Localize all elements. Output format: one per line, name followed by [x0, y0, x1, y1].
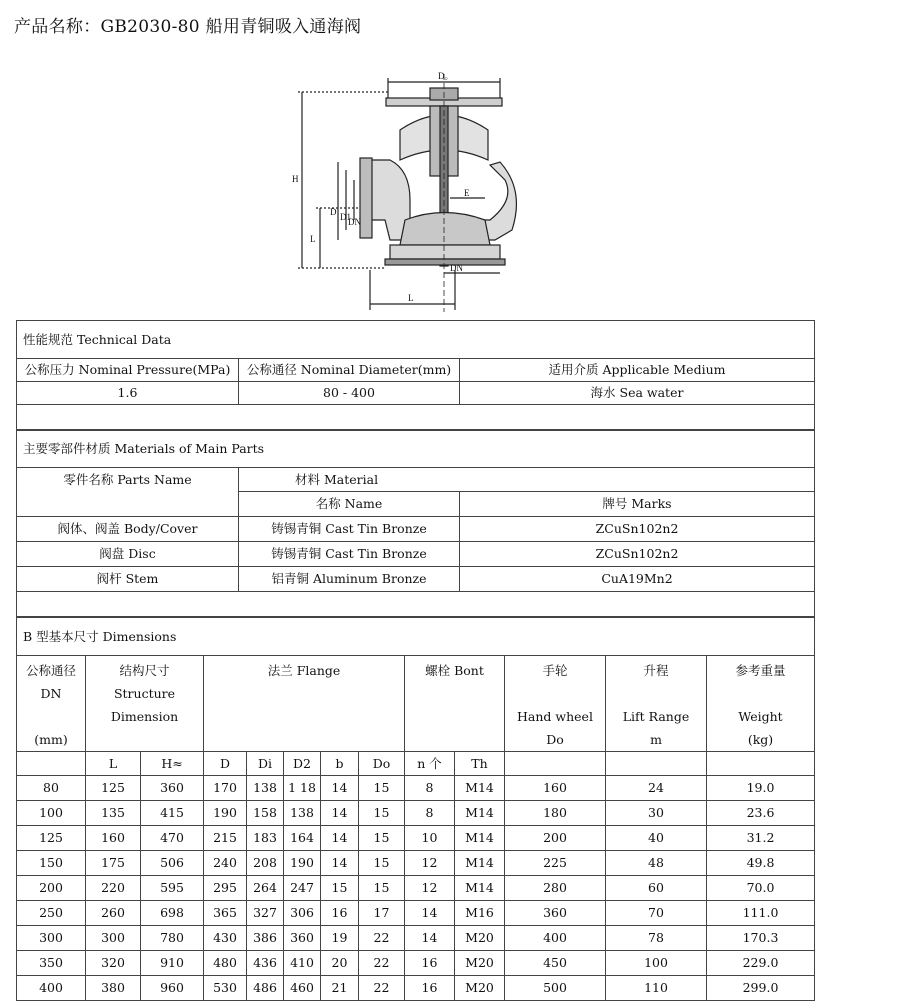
materials-heading: 主要零部件材质 Materials of Main Parts [17, 431, 815, 468]
cell-l: 260 [86, 901, 141, 926]
cell-weight: 299.0 [707, 976, 815, 1001]
cell-th: M20 [455, 951, 505, 976]
sub-header-h: H≈ [141, 752, 204, 776]
label-do: D。 [438, 71, 454, 81]
cell-l: 320 [86, 951, 141, 976]
cell-dn: 350 [17, 951, 86, 976]
label-dn: DN [450, 263, 463, 273]
table-row [17, 926, 815, 951]
cell-lift: 48 [606, 851, 707, 876]
cell-d: 215 [204, 826, 247, 851]
label-h: H [292, 174, 299, 184]
cell-d: 530 [204, 976, 247, 1001]
material-mark: ZCuSn102n2 [460, 542, 815, 567]
cell-handwheel: 500 [505, 976, 606, 1001]
cell-n: 14 [405, 901, 455, 926]
cell-l: 300 [86, 926, 141, 951]
cell-handwheel: 360 [505, 901, 606, 926]
cell-weight: 19.0 [707, 776, 815, 801]
cell-d: 480 [204, 951, 247, 976]
cell-n: 16 [405, 976, 455, 1001]
sub-header-do: Do [359, 752, 405, 776]
materials-table [16, 430, 815, 617]
page-title: 产品名称：GB2030-80 船用青铜吸入通海阀 [14, 17, 362, 37]
cell-d: 170 [204, 776, 247, 801]
material-mark: ZCuSn102n2 [460, 517, 815, 542]
cell-b: 14 [321, 826, 359, 851]
name-header: 名称 Name [239, 492, 460, 517]
label-d2: DN [348, 217, 361, 227]
tech-heading: 性能规范 Technical Data [17, 321, 815, 359]
material-part: 阀体、阀盖 Body/Cover [17, 517, 239, 542]
cell-handwheel: 225 [505, 851, 606, 876]
valve-drawing [290, 70, 540, 315]
cell-do: 15 [359, 851, 405, 876]
header-dn: 公称通径 DN (mm) [17, 656, 86, 752]
sub-header-blank [17, 752, 86, 776]
sub-header-b: b [321, 752, 359, 776]
cell-b: 19 [321, 926, 359, 951]
sub-header-blank [505, 752, 606, 776]
cell-h: 506 [141, 851, 204, 876]
cell-handwheel: 450 [505, 951, 606, 976]
cell-h: 780 [141, 926, 204, 951]
cell-d: 295 [204, 876, 247, 901]
sub-header-blank [707, 752, 815, 776]
cell-th: M14 [455, 851, 505, 876]
cell-h: 415 [141, 801, 204, 826]
cell-th: M14 [455, 776, 505, 801]
cell-b: 21 [321, 976, 359, 1001]
cell-n: 8 [405, 776, 455, 801]
cell-th: M20 [455, 926, 505, 951]
sub-header-blank [606, 752, 707, 776]
cell-do: 15 [359, 826, 405, 851]
sub-header-n: n 个 [405, 752, 455, 776]
cell-do: 15 [359, 876, 405, 901]
cell-h: 470 [141, 826, 204, 851]
material-name: 铸锡青铜 Cast Tin Bronze [239, 517, 460, 542]
spacer-row [17, 405, 815, 430]
cell-di: 208 [247, 851, 284, 876]
sub-header-di: Di [247, 752, 284, 776]
table-row [17, 826, 815, 851]
label-e: E [464, 188, 470, 198]
cell-d2: 1 18 [284, 776, 321, 801]
cell-d2: 164 [284, 826, 321, 851]
valve-section-diagram [290, 70, 540, 315]
cell-th: M14 [455, 801, 505, 826]
cell-th: M14 [455, 876, 505, 901]
header-weight: 参考重量 Weight (kg) [707, 656, 815, 752]
header-structure: 结构尺寸 Structure Dimension [86, 656, 204, 752]
cell-dn: 400 [17, 976, 86, 1001]
cell-th: M20 [455, 976, 505, 1001]
spacer-row [17, 592, 815, 617]
cell-n: 8 [405, 801, 455, 826]
header-bolt: 螺栓 Bont [405, 656, 505, 752]
cell-th: M14 [455, 826, 505, 851]
cell-weight: 111.0 [707, 901, 815, 926]
cell-di: 486 [247, 976, 284, 1001]
tech-value-medium: 海水 Sea water [460, 382, 815, 405]
cell-do: 15 [359, 776, 405, 801]
cell-b: 16 [321, 901, 359, 926]
cell-h: 698 [141, 901, 204, 926]
header-handwheel: 手轮 Hand wheel Do [505, 656, 606, 752]
cell-di: 264 [247, 876, 284, 901]
cell-dn: 150 [17, 851, 86, 876]
tech-value-diameter: 80 - 400 [239, 382, 460, 405]
cell-b: 20 [321, 951, 359, 976]
table-row [17, 876, 815, 901]
cell-weight: 31.2 [707, 826, 815, 851]
cell-n: 10 [405, 826, 455, 851]
material-part: 阀盘 Disc [17, 542, 239, 567]
cell-do: 15 [359, 801, 405, 826]
technical-data-table [16, 320, 815, 430]
label-l-side: L [310, 234, 316, 244]
dimensions-table [16, 617, 815, 1001]
cell-b: 14 [321, 776, 359, 801]
cell-d2: 247 [284, 876, 321, 901]
table-row [17, 801, 815, 826]
cell-handwheel: 280 [505, 876, 606, 901]
table-row [17, 976, 815, 1001]
cell-d: 365 [204, 901, 247, 926]
cell-di: 138 [247, 776, 284, 801]
table-row [17, 776, 815, 801]
cell-n: 16 [405, 951, 455, 976]
sub-header-th: Th [455, 752, 505, 776]
header-lift: 升程 Lift Range m [606, 656, 707, 752]
cell-n: 12 [405, 851, 455, 876]
cell-n: 12 [405, 876, 455, 901]
cell-lift: 60 [606, 876, 707, 901]
cell-d: 430 [204, 926, 247, 951]
cell-b: 14 [321, 801, 359, 826]
cell-h: 910 [141, 951, 204, 976]
material-header: 材料 Material [239, 468, 815, 492]
cell-th: M16 [455, 901, 505, 926]
cell-weight: 49.8 [707, 851, 815, 876]
cell-lift: 110 [606, 976, 707, 1001]
cell-d: 240 [204, 851, 247, 876]
cell-d2: 306 [284, 901, 321, 926]
cell-l: 125 [86, 776, 141, 801]
label-l-bottom: L [408, 293, 414, 303]
cell-b: 15 [321, 876, 359, 901]
cell-b: 14 [321, 851, 359, 876]
cell-weight: 23.6 [707, 801, 815, 826]
table-row [17, 901, 815, 926]
cell-l: 175 [86, 851, 141, 876]
cell-dn: 100 [17, 801, 86, 826]
tech-header-medium: 适用介质 Applicable Medium [460, 359, 815, 382]
cell-di: 436 [247, 951, 284, 976]
sub-header-d2: D2 [284, 752, 321, 776]
cell-handwheel: 180 [505, 801, 606, 826]
cell-di: 183 [247, 826, 284, 851]
dimensions-heading: B 型基本尺寸 Dimensions [17, 618, 815, 656]
table-row [17, 851, 815, 876]
cell-dn: 80 [17, 776, 86, 801]
tech-header-diameter: 公称通径 Nominal Diameter(mm) [239, 359, 460, 382]
cell-di: 158 [247, 801, 284, 826]
cell-lift: 40 [606, 826, 707, 851]
cell-dn: 300 [17, 926, 86, 951]
cell-di: 327 [247, 901, 284, 926]
cell-weight: 70.0 [707, 876, 815, 901]
cell-l: 160 [86, 826, 141, 851]
cell-handwheel: 160 [505, 776, 606, 801]
sub-header-d: D [204, 752, 247, 776]
cell-lift: 30 [606, 801, 707, 826]
material-name: 铸锡青铜 Cast Tin Bronze [239, 542, 460, 567]
cell-dn: 125 [17, 826, 86, 851]
cell-do: 22 [359, 951, 405, 976]
material-part: 阀杆 Stem [17, 567, 239, 592]
cell-lift: 100 [606, 951, 707, 976]
cell-lift: 24 [606, 776, 707, 801]
cell-do: 22 [359, 976, 405, 1001]
cell-di: 386 [247, 926, 284, 951]
cell-weight: 170.3 [707, 926, 815, 951]
label-d: D [330, 207, 337, 217]
cell-handwheel: 200 [505, 826, 606, 851]
cell-d2: 360 [284, 926, 321, 951]
cell-l: 220 [86, 876, 141, 901]
tech-value-pressure: 1.6 [17, 382, 239, 405]
cell-dn: 200 [17, 876, 86, 901]
cell-d2: 410 [284, 951, 321, 976]
cell-h: 360 [141, 776, 204, 801]
cell-l: 380 [86, 976, 141, 1001]
marks-header: 牌号 Marks [460, 492, 815, 517]
cell-d2: 190 [284, 851, 321, 876]
material-name: 铝青铜 Aluminum Bronze [239, 567, 460, 592]
cell-d2: 460 [284, 976, 321, 1001]
table-row [17, 951, 815, 976]
header-flange: 法兰 Flange [204, 656, 405, 752]
cell-dn: 250 [17, 901, 86, 926]
cell-h: 960 [141, 976, 204, 1001]
cell-l: 135 [86, 801, 141, 826]
label-d1: D1 [340, 212, 351, 222]
cell-lift: 78 [606, 926, 707, 951]
cell-d2: 138 [284, 801, 321, 826]
cell-do: 17 [359, 901, 405, 926]
cell-lift: 70 [606, 901, 707, 926]
dimensions-body [17, 776, 815, 1001]
cell-do: 22 [359, 926, 405, 951]
cell-weight: 229.0 [707, 951, 815, 976]
cell-h: 595 [141, 876, 204, 901]
cell-d: 190 [204, 801, 247, 826]
cell-handwheel: 400 [505, 926, 606, 951]
sub-header-l: L [86, 752, 141, 776]
cell-n: 14 [405, 926, 455, 951]
parts-name-header: 零件名称 Parts Name [17, 468, 239, 517]
material-mark: CuA19Mn2 [460, 567, 815, 592]
tech-header-pressure: 公称压力 Nominal Pressure(MPa) [17, 359, 239, 382]
